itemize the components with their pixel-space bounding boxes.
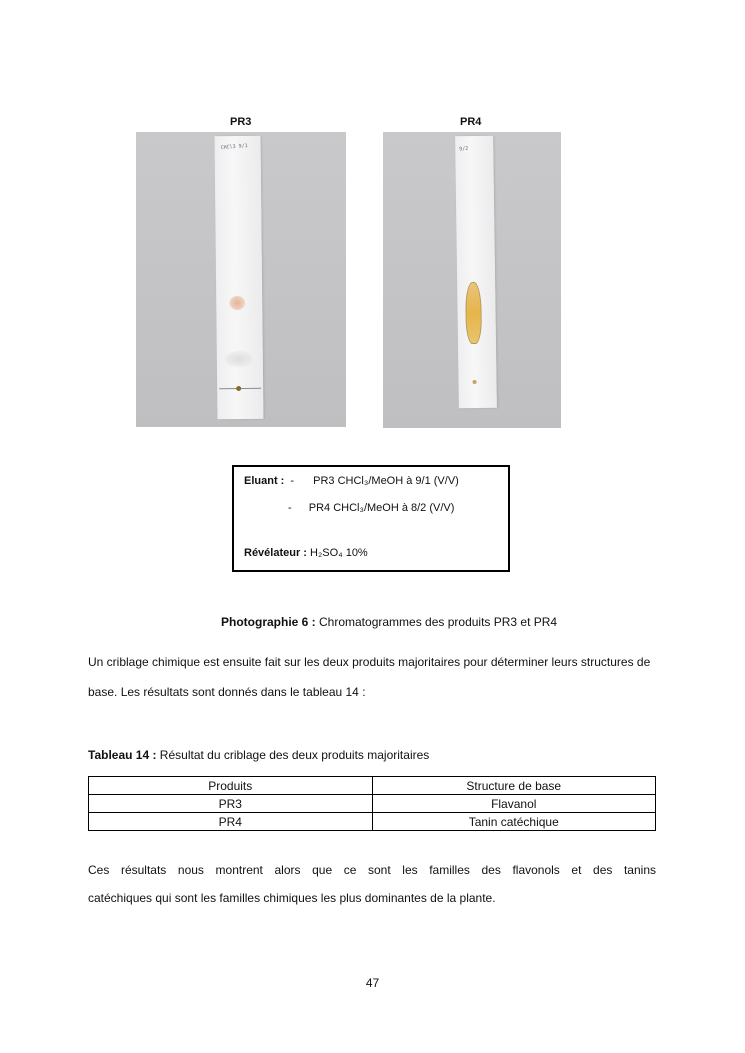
table-row [89,813,656,831]
tlc-photo-pr4 [383,132,561,428]
table-cell: PR3 [89,795,373,813]
tlc-strip-pr4 [455,136,497,409]
results-table [88,776,656,831]
eluant-dash: - [290,475,295,487]
eluant-label: Eluant : [244,475,285,487]
eluant-box [232,465,510,572]
origin-dot [236,386,241,391]
table-title [88,740,656,770]
table-cell: PR4 [89,813,373,831]
table-cell: Flavanol [372,795,656,813]
caption-label: Photographie 6 : [221,615,316,629]
tlc-strip-pr3 [215,136,264,419]
table-header-row [89,777,656,795]
revelateur-value: H₂SO₄ 10% [310,547,368,559]
figure-label-pr3: PR3 [230,116,252,128]
paragraph-intro: Un criblage chimique est ensuite fait sur les deux produits majoritaires pour déterminer leurs structures de base. Les résultats sont donnés dans le tableau 14 : [88,655,651,699]
table-header-cell: Produits [89,777,373,795]
table-header-cell: Structure de base [372,777,656,795]
revelateur-label: Révélateur : [244,547,307,559]
figure-label-pr4: PR4 [460,116,482,128]
page-number: 47 [365,976,380,990]
tlc-photo-pr3 [136,132,346,427]
figure-caption [221,615,557,629]
table-row [89,795,656,813]
table-title-label: Tableau 14 : [88,748,157,762]
eluant-line-pr4: PR4 CHCl₃/MeOH à 8/2 (V/V) [308,502,455,514]
table-title-text: Résultat du criblage des deux produits majoritaires [156,748,430,762]
caption-text: Chromatogrammes des produits PR3 et PR4 [315,615,558,629]
paragraph-conclusion-line1: Ces résultats nous montrent alors que ce sont les familles des flavonols et des tanins [88,863,656,877]
tlc-spot [465,282,482,344]
tlc-faint-spot [225,351,253,367]
eluant-dash: - [288,502,292,514]
strip-handwriting: 9/2 [459,145,469,153]
eluant-line-pr3: PR3 CHCl₃/MeOH à 9/1 (V/V) [313,475,459,487]
paragraph-conclusion-line2: catéchiques qui sont les familles chimiques les plus dominantes de la plante. [88,891,496,905]
origin-dot [473,380,477,384]
table-cell: Tanin catéchique [372,813,656,831]
strip-handwriting: CHCl3 9/1 [220,142,248,152]
tlc-spot [229,296,245,310]
